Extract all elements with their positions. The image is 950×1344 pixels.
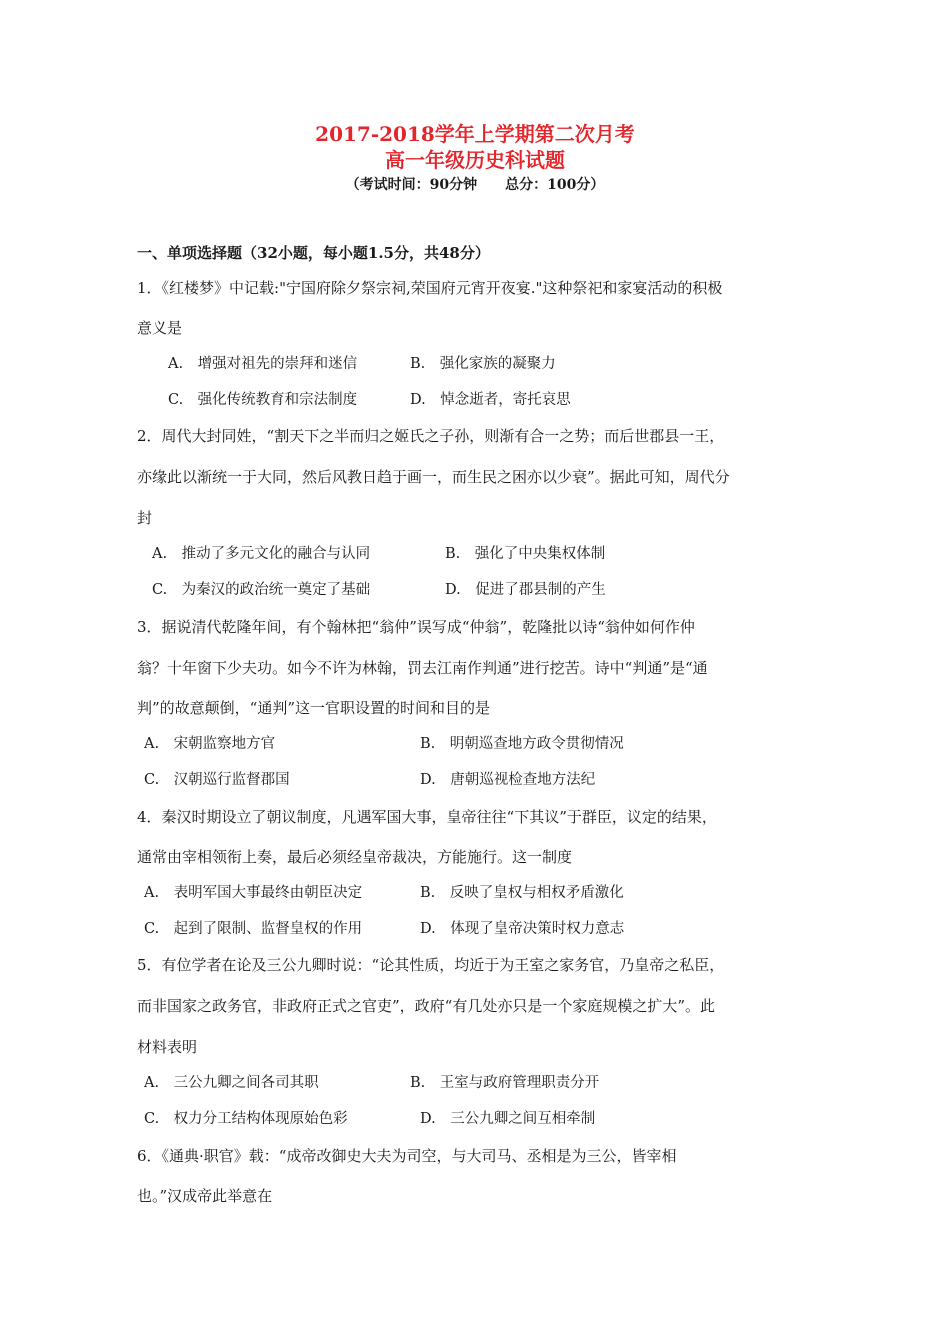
option-b: B. 强化了中央集权体制 xyxy=(445,546,606,562)
option-c: C. 权力分工结构体现原始色彩 xyxy=(144,1111,348,1127)
question-text-line: 4．秦汉时期设立了朝议制度，凡遇军国大事，皇帝往往“下其议”于群臣，议定的结果， xyxy=(137,808,717,826)
exam-title-line1: 2017-2018学年上学期第二次月考 xyxy=(315,122,635,146)
question-text-line: 材料表明 xyxy=(137,1038,198,1056)
option-d: D. 促进了郡县制的产生 xyxy=(445,582,606,598)
question-text-line: 意义是 xyxy=(137,319,183,337)
option-c: C. 强化传统教育和宗法制度 xyxy=(168,392,358,408)
option-d: D. 唐朝巡视检查地方法纪 xyxy=(420,772,596,788)
question-text-line: 判”的故意颠倒，“通判”这一官职设置的时间和目的是 xyxy=(137,699,491,717)
option-a: A. 推动了多元文化的融合与认同 xyxy=(152,546,371,562)
exam-info: （考试时间：90分钟 总分：100分） xyxy=(345,177,605,193)
option-a: A. 增强对祖先的崇拜和迷信 xyxy=(168,356,358,372)
option-d: D. 三公九卿之间互相牵制 xyxy=(420,1111,596,1127)
option-c: C. 起到了限制、监督皇权的作用 xyxy=(144,921,363,937)
option-d: D. 体现了皇帝决策时权力意志 xyxy=(420,921,625,937)
question-text-line: 通常由宰相领衔上奏，最后必须经皇帝裁决，方能施行。这一制度 xyxy=(137,848,573,866)
option-c: C. 汉朝巡行监督郡国 xyxy=(144,772,290,788)
question-text-line: 亦缘此以渐统一于大同，然后风教日趋于画一，而生民之困亦以少衰”。据此可知，周代分 xyxy=(137,468,730,486)
question-text-line: 3．据说清代乾隆年间，有个翰林把“翁仲”误写成“仲翁”，乾隆批以诗“翁仲如何作仲 xyxy=(137,618,695,636)
question-text-line: 6．《通典·职官》载：“成帝改御史大夫为司空，与大司马、丞相是为三公，皆宰相 xyxy=(137,1147,677,1165)
option-b: B. 反映了皇权与相权矛盾激化 xyxy=(420,885,624,901)
question-text-line: 5．有位学者在论及三公九卿时说：“论其性质，均近于为王室之家务官，乃皇帝之私臣， xyxy=(137,956,725,974)
section-heading: 一、单项选择题（32小题，每小题1.5分，共48分） xyxy=(137,244,490,262)
question-text-line: 也。”汉成帝此举意在 xyxy=(137,1187,273,1205)
question-text-line: 翁？十年窗下少夫功。如今不许为林翰，罚去江南作判通”进行挖苦。诗中“判通”是“通 xyxy=(137,659,708,677)
question-text-line: 而非国家之政务官，非政府正式之官吏”，政府“有几处亦只是一个家庭规模之扩大”。此 xyxy=(137,997,716,1015)
option-a: A. 宋朝监察地方官 xyxy=(144,736,276,752)
question-text-line: 1．《红楼梦》中记载:"宁国府除夕祭宗祠,荣国府元宵开夜宴."这种祭祀和家宴活动的积极 xyxy=(137,279,723,297)
question-text-line: 封 xyxy=(137,509,153,527)
option-b: B. 明朝巡查地方政令贯彻情况 xyxy=(420,736,624,752)
option-a: A. 三公九卿之间各司其职 xyxy=(144,1075,319,1091)
option-d: D. 悼念逝者，寄托哀思 xyxy=(410,392,571,408)
option-a: A. 表明军国大事最终由朝臣决定 xyxy=(144,885,363,901)
option-c: C. 为秦汉的政治统一奠定了基础 xyxy=(152,582,371,598)
option-b: B. 强化家族的凝聚力 xyxy=(410,356,556,372)
option-b: B. 王室与政府管理职责分开 xyxy=(410,1075,600,1091)
question-text-line: 2．周代大封同姓，“割天下之半而归之姬氏之子孙，则渐有合一之势；而后世郡县一王， xyxy=(137,427,725,445)
exam-title-line2: 高一年级历史科试题 xyxy=(385,148,565,172)
